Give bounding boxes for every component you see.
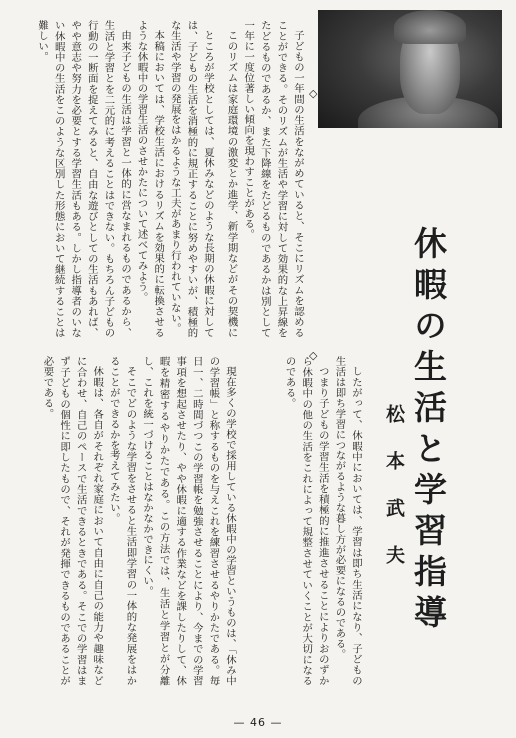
paragraph: 現在多くの学校で採用している休暇中の学習というものは、「休み中の学習帳」と称するものを与えこれを練習させるやりかたである。毎日一、二時間づつこの学習帳を勉強させることにより、今までの学習事項を想起させたり、やや休暇に適する作業などを課したりして、休暇を精密するやりかたである。この方法では、生活と学習とが分離し、これを統一づけることはなかなかできにくい。	[141, 356, 236, 686]
paragraph: 由来子どもの生活は学習と一体的に営なまれるものであるから、生活と学習とを二元的に考えることはできない。もちろん子どもの行動の一断面を捉えてみると、自由な遊びとしての生活もあれば、やや意志や努力を必要とする学習生活もある。しかし指導者のいない休暇中の生活をこのような区別した形態において継続することは難しい。	[36, 20, 132, 338]
article-author: 松本武夫	[383, 404, 405, 592]
article-title: 休暇の生活と学習指導	[409, 226, 448, 636]
body-text-upper-right	[20, 20, 216, 338]
page-number: — 46 —	[233, 716, 283, 729]
buddha-statue-photo	[318, 10, 502, 128]
paragraph: ところが学校としては、夏休みなどのような長期の休暇に対しては、子どもの生活を消極的に規正することに努めやすいが、積極的な生活や学習の発展をはかるような工夫があまり行われていない。	[168, 20, 214, 338]
section-marker-bottom: ◇	[309, 349, 318, 362]
photo-head	[394, 10, 466, 44]
section-marker-top: ◇	[309, 87, 318, 100]
paragraph: 子どもの一年間の生活をながめていると、そこにリズムを認めることができる。そのリズムが生活や学習に対して効果的な上昇線をたどるものであるか、また下降線をたどるものであるかは別として一年に一度位著しい傾向を現わすことがある。	[242, 20, 304, 338]
body-text-lower-right	[246, 356, 364, 686]
paragraph: このリズムは家庭環境の激変とか進学、新学期などがその契機に	[226, 30, 238, 338]
paragraph: そこでどのような学習をさせると生活即学習の一体的な発展をはかることができるかを考えてみたい。	[107, 356, 137, 686]
paragraph: 休暇は、各自がそれぞれ家庭において自由に自己の能力や趣味などに合わせ、自己のペースで生活できるときである。そこでの学習はまず子どもの個性に即したもので、それが発揮できるものであることが必要である。	[41, 356, 104, 686]
paragraph: つまり子どもの学習生活を積極的に推進させることによりおのずから休暇中の他の生活をこれによって規整させていくことが大切になるのである。	[283, 356, 329, 686]
body-text-upper-left	[226, 20, 306, 338]
body-text-lower-left	[20, 356, 238, 686]
paragraph: 本稿においては、学校生活におけるリズムを効果的に転換させるような休暇中の学習生活のさせかたについて述べてみよう。	[135, 20, 165, 338]
paragraph: したがって、休暇中においては、学習は即ち生活になり、子どもの生活は即ち学習につながるような暮し方が必要になるのである。	[333, 356, 362, 686]
